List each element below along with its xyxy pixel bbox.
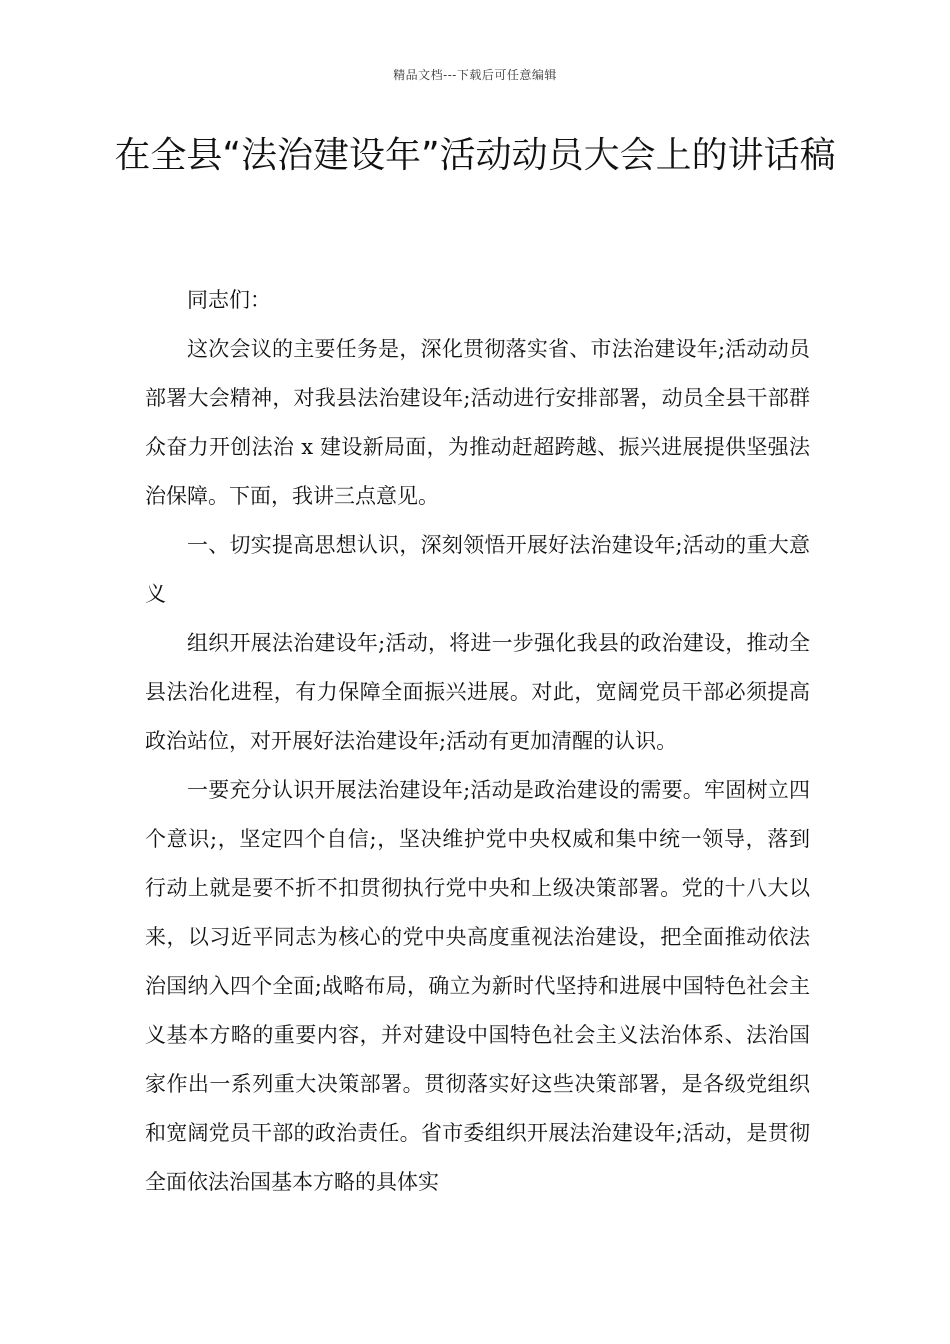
section-heading-1: 一、切实提高思想认识，深刻领悟开展好法治建设年;活动的重大意义	[145, 533, 810, 606]
salutation: 同志们：	[187, 288, 271, 312]
paragraph-1: 组织开展法治建设年;活动，将进一步强化我县的政治建设，推动全县法治化进程，有力保障全面振兴进展。对此，宽阔党员干部必须提高政治站位，对开展好法治建设年;活动有更加清醒的认识。	[145, 631, 810, 753]
document-body	[145, 276, 810, 1207]
paragraph-2: 一要充分认识开展法治建设年;活动是政治建设的需要。牢固树立四个意识;，坚定四个自信;，坚决维护党中央权威和集中统一领导，落到行动上就是要不折不扣贯彻执行党中央和上级决策部署。党的十八大以来，以习近平同志为核心的党中央高度重视法治建设，把全面推动依法治国纳入四个全面;战略布局，确立为新时代坚持和进展中国特色社会主义基本方略的重要内容，并对建设中国特色社会主义法治体系、法治国家作出一系列重大决策部署。贯彻落实好这些决策部署，是各级党组织和宽阔党员干部的政治责任。省市委组织开展法治建设年;活动，是贯彻全面依法治国基本方略的具体实	[145, 778, 810, 1194]
header-note: 精品文档---下载后可任意编辑	[393, 68, 557, 82]
document-title: 在全县“法治建设年”活动动员大会上的讲话稿	[114, 135, 836, 176]
paragraph-intro: 这次会议的主要任务是，深化贯彻落实省、市法治建设年;活动动员部署大会精神，对我县法治建设年;活动进行安排部署，动员全县干部群众奋力开创法治 x 建设新局面，为推动赶超跨越、振兴进展提供坚强法治保障。下面，我讲三点意见。	[145, 337, 810, 508]
